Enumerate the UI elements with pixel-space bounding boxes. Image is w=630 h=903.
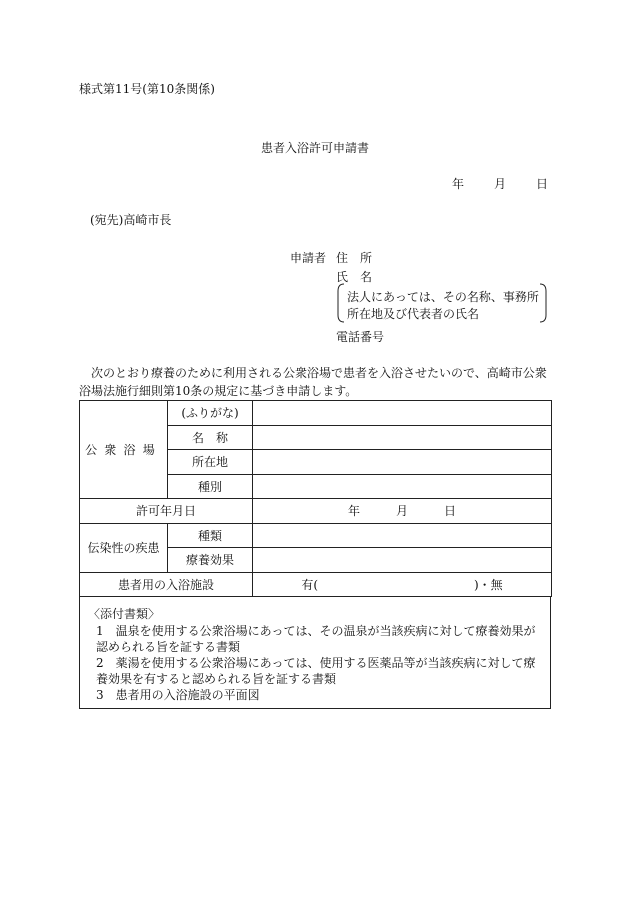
facility-label: 患者用の入浴施設 bbox=[80, 572, 253, 597]
corporation-note-line2: 所在地及び代表者の氏名 bbox=[347, 307, 480, 321]
date-year: 年 bbox=[452, 177, 465, 191]
bath-location-field[interactable] bbox=[253, 450, 552, 475]
application-date bbox=[452, 175, 548, 192]
permit-date-label: 許可年月日 bbox=[80, 499, 253, 524]
furigana-label: (ふりがな) bbox=[168, 401, 253, 426]
attachments-section bbox=[79, 597, 551, 709]
application-table bbox=[79, 400, 552, 597]
disease-type-field[interactable] bbox=[253, 523, 552, 548]
intro-text: 次のとおり療養のために利用される公衆浴場で患者を入浴させたいので、高崎市公衆浴場法施行細則第10条の規定に基づき申請します。 bbox=[79, 366, 547, 398]
attachment-item-1: 1 温泉を使用する公衆浴場にあっては、その温泉が当該疾病に対して療養効果が認められる旨を証する書類 bbox=[96, 624, 536, 654]
applicant-phone-label: 電話番号 bbox=[336, 330, 385, 344]
bath-type-label: 種別 bbox=[168, 474, 253, 499]
permit-year: 年 bbox=[347, 504, 360, 519]
bath-name-field[interactable] bbox=[253, 425, 552, 450]
disease-group-label: 伝染性の疾患 bbox=[80, 523, 168, 572]
applicant-address-label: 住 所 bbox=[336, 251, 373, 265]
attachment-item-2: 2 薬湯を使用する公衆浴場にあっては、使用する医薬品等が当該疾病に対して療養効果を有すると認められる旨を証する書類 bbox=[96, 656, 536, 686]
treatment-effect-field[interactable] bbox=[253, 548, 552, 573]
permit-day: 日 bbox=[444, 504, 457, 519]
bath-location-label: 所在地 bbox=[168, 450, 253, 475]
public-bath-group-label: 公衆浴場 bbox=[80, 401, 168, 499]
permit-month: 月 bbox=[395, 504, 408, 519]
date-month: 月 bbox=[494, 177, 507, 191]
applicant-name-label: 氏 名 bbox=[336, 270, 373, 284]
attachments-heading: 〈添付書類〉 bbox=[88, 607, 161, 621]
attachment-item-3: 3 患者用の入浴施設の平面図 bbox=[96, 688, 260, 702]
corporation-note-line1: 法人にあっては、その名称、事務所 bbox=[347, 290, 539, 304]
form-number: 様式第11号(第10条関係) bbox=[79, 82, 215, 96]
bath-type-field[interactable] bbox=[253, 474, 552, 499]
facility-field[interactable]: 有( )・無 bbox=[253, 572, 552, 597]
addressee: (宛先)高崎市長 bbox=[90, 213, 172, 227]
document-title: 患者入浴許可申請書 bbox=[260, 141, 369, 155]
bath-name-label: 名 称 bbox=[168, 425, 253, 450]
corporation-note bbox=[337, 283, 547, 323]
treatment-effect-label: 療養効果 bbox=[168, 548, 253, 573]
disease-type-label: 種類 bbox=[168, 523, 253, 548]
date-day: 日 bbox=[536, 177, 549, 191]
applicant-label: 申請者 bbox=[290, 251, 327, 265]
furigana-field[interactable] bbox=[253, 401, 552, 426]
intro-paragraph bbox=[79, 364, 551, 400]
permit-date-field[interactable] bbox=[253, 499, 552, 524]
